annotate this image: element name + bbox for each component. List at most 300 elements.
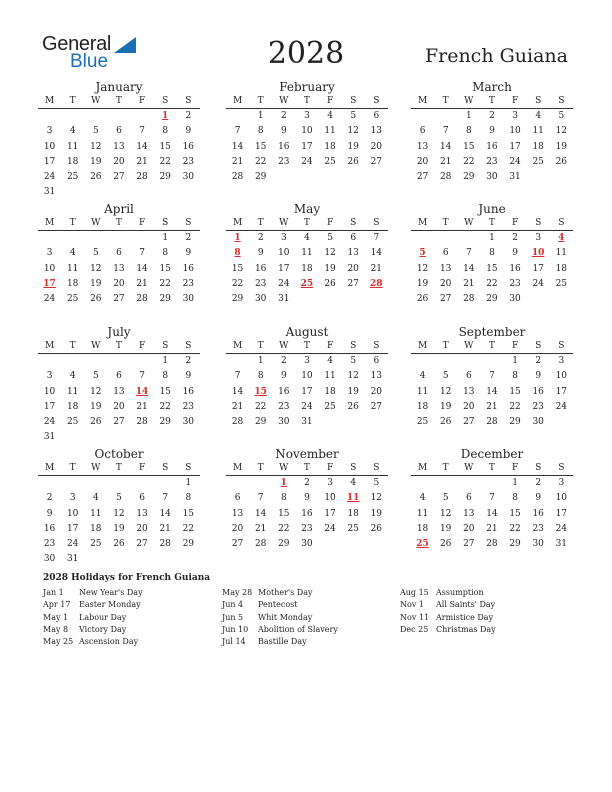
day-cell: 16: [532, 386, 544, 397]
day-cell: 11: [66, 141, 79, 152]
day-cell: 16: [532, 508, 544, 519]
day-cell: [131, 185, 154, 200]
weekday-label: F: [138, 218, 146, 228]
day-cell: 22: [254, 401, 267, 412]
holiday-name: Whit Monday: [258, 612, 313, 622]
weekday-header: [38, 95, 200, 109]
day-cell: 23: [43, 539, 56, 550]
day-cell: 16: [509, 263, 521, 274]
day-cell: 2: [535, 478, 542, 488]
day-cell: 28: [159, 539, 171, 550]
week-row: [38, 537, 200, 552]
weekday-label: S: [373, 96, 380, 106]
day-cell: [411, 354, 434, 369]
holiday-day-cell: 17: [43, 278, 56, 289]
day-cell: 21: [370, 263, 383, 274]
weekday-label: S: [185, 463, 192, 473]
holiday-item: [43, 587, 143, 599]
day-cell: 2: [512, 233, 518, 243]
day-cell: 19: [90, 278, 102, 289]
day-cell: 29: [159, 172, 171, 183]
week-row: [226, 491, 388, 506]
day-cell: [61, 430, 84, 445]
weekday-label: T: [442, 341, 449, 351]
day-cell: 13: [113, 386, 125, 397]
holiday-day-cell: 5: [419, 248, 426, 259]
day-cell: 2: [489, 111, 495, 121]
day-cell: 1: [185, 478, 192, 488]
day-cell: 6: [373, 356, 380, 366]
day-cell: 15: [463, 141, 475, 152]
day-cell: 10: [43, 141, 56, 152]
day-cell: 23: [278, 401, 290, 412]
weekday-label: T: [488, 341, 495, 351]
holiday-item: [400, 599, 496, 611]
day-cell: [342, 537, 365, 552]
week-row: [38, 507, 200, 522]
day-cell: 31: [555, 539, 568, 550]
weekday-label: T: [442, 96, 449, 106]
day-cell: 28: [439, 172, 452, 183]
day-cell: 27: [113, 417, 125, 428]
day-cell: 19: [347, 386, 359, 397]
day-cell: 13: [370, 126, 383, 137]
week-row: [411, 155, 573, 170]
day-cell: 3: [46, 126, 53, 137]
weekday-label: S: [162, 463, 169, 473]
day-cell: [84, 185, 107, 200]
weekday-label: T: [257, 341, 264, 351]
weekday-label: W: [91, 96, 101, 106]
day-cell: 21: [159, 523, 171, 534]
day-cell: 20: [231, 523, 244, 534]
day-cell: 16: [182, 141, 195, 152]
day-cell: 3: [558, 356, 565, 366]
day-cell: 10: [43, 386, 56, 397]
month-2: [411, 80, 573, 185]
day-cell: 22: [231, 278, 244, 289]
day-cell: 4: [69, 126, 76, 137]
day-cell: 18: [347, 508, 359, 519]
month-name: March: [472, 80, 512, 94]
month-1: [226, 80, 388, 185]
day-cell: 11: [532, 126, 544, 137]
week-row: [411, 109, 573, 124]
day-cell: 15: [182, 508, 195, 519]
week-row: [38, 491, 200, 506]
day-cell: 21: [486, 401, 498, 412]
day-cell: 13: [463, 386, 475, 397]
day-cell: 17: [278, 263, 290, 274]
holiday-day-cell: 15: [254, 386, 267, 397]
day-cell: 31: [509, 172, 521, 183]
day-cell: 23: [278, 156, 290, 167]
weekday-label: F: [511, 341, 519, 351]
day-cell: [457, 354, 480, 369]
weekday-label: S: [162, 96, 169, 106]
holiday-item: [400, 612, 496, 624]
day-cell: 11: [90, 508, 102, 519]
day-cell: 9: [185, 371, 192, 382]
day-cell: 24: [532, 278, 544, 289]
holiday-item: [43, 624, 143, 636]
week-row: [226, 537, 388, 552]
month-name: November: [275, 447, 339, 461]
weekday-label: F: [138, 96, 146, 106]
day-cell: 4: [92, 493, 99, 504]
week-row: [226, 400, 388, 415]
day-cell: 4: [304, 233, 310, 243]
day-cell: 24: [324, 523, 336, 534]
day-cell: 8: [280, 493, 287, 504]
day-cell: 26: [347, 156, 359, 167]
day-cell: 7: [139, 371, 145, 382]
month-name: June: [478, 202, 506, 216]
day-cell: 21: [136, 401, 148, 412]
week-row: [226, 155, 388, 170]
day-cell: 29: [254, 172, 267, 183]
weekday-label: S: [350, 96, 357, 106]
day-cell: 27: [113, 172, 125, 183]
weekday-label: F: [138, 341, 146, 351]
day-cell: 24: [301, 401, 313, 412]
day-cell: 23: [182, 156, 195, 167]
day-cell: [527, 170, 550, 185]
month-3: [38, 202, 200, 307]
weekday-label: T: [257, 463, 264, 473]
week-row: [411, 369, 573, 384]
day-cell: 11: [66, 263, 79, 274]
week-row: [411, 292, 573, 307]
week-row: [38, 354, 200, 369]
day-cell: 16: [43, 523, 56, 534]
day-cell: 5: [558, 111, 565, 121]
holiday-item: [400, 624, 496, 636]
weekday-label: T: [257, 96, 264, 106]
week-row: [38, 277, 200, 292]
day-cell: [107, 185, 130, 200]
day-cell: 15: [159, 141, 171, 152]
holiday-name: All Saints' Day: [436, 600, 496, 610]
day-cell: 26: [555, 156, 568, 167]
week-row: [411, 507, 573, 522]
day-cell: 26: [90, 417, 102, 428]
holiday-column: [43, 587, 143, 648]
day-cell: 7: [442, 126, 449, 137]
day-cell: 7: [373, 233, 380, 243]
weekday-label: T: [257, 218, 264, 228]
month-name: January: [95, 80, 143, 94]
day-cell: 3: [304, 356, 310, 366]
weekday-label: T: [303, 96, 310, 106]
day-cell: 25: [532, 156, 544, 167]
day-cell: 3: [280, 233, 287, 243]
weekday-label: T: [69, 96, 76, 106]
weekday-label: M: [44, 463, 55, 473]
holiday-item: [222, 587, 338, 599]
weekday-label: T: [488, 463, 495, 473]
day-cell: 5: [350, 356, 357, 366]
weekday-label: T: [303, 218, 310, 228]
day-cell: 22: [509, 401, 521, 412]
weekday-label: S: [185, 218, 192, 228]
weekday-label: S: [373, 341, 380, 351]
holiday-item: [222, 624, 338, 636]
day-cell: 14: [231, 141, 244, 152]
day-cell: 14: [439, 141, 452, 152]
day-cell: 18: [324, 386, 336, 397]
day-cell: [434, 109, 457, 124]
day-cell: 1: [257, 356, 264, 366]
holiday-day-cell: 1: [162, 111, 169, 121]
day-cell: 27: [113, 294, 125, 305]
day-cell: 12: [439, 386, 452, 397]
day-cell: 7: [489, 371, 495, 382]
day-cell: 24: [43, 172, 56, 183]
day-cell: 22: [278, 523, 290, 534]
week-row: [38, 430, 200, 445]
day-cell: 27: [439, 294, 452, 305]
day-cell: [434, 476, 457, 491]
day-cell: 13: [347, 248, 359, 259]
day-cell: 16: [182, 386, 195, 397]
day-cell: 3: [304, 111, 310, 121]
day-cell: 27: [463, 539, 475, 550]
day-cell: [550, 415, 573, 430]
day-cell: 21: [463, 278, 475, 289]
day-cell: 20: [416, 156, 429, 167]
holiday-name: Victory Day: [79, 624, 127, 634]
day-cell: 11: [66, 386, 79, 397]
day-cell: 4: [327, 356, 333, 366]
week-row: [38, 522, 200, 537]
day-cell: 6: [350, 233, 357, 243]
day-cell: 7: [465, 248, 472, 259]
day-cell: 25: [324, 156, 336, 167]
day-cell: 12: [416, 263, 429, 274]
week-row: [411, 537, 573, 552]
day-cell: 8: [489, 248, 495, 259]
weekday-label: M: [417, 218, 428, 228]
week-row: [411, 415, 573, 430]
day-cell: 6: [373, 111, 380, 121]
day-cell: [411, 231, 434, 246]
day-cell: 14: [486, 386, 498, 397]
day-cell: 28: [486, 539, 498, 550]
weekday-label: T: [69, 341, 76, 351]
day-cell: 5: [92, 126, 99, 137]
day-cell: 18: [416, 523, 429, 534]
day-cell: 29: [159, 294, 171, 305]
weekday-label: W: [279, 218, 289, 228]
week-row: [38, 369, 200, 384]
day-cell: 24: [66, 539, 79, 550]
day-cell: 22: [159, 401, 171, 412]
weekday-label: S: [558, 341, 565, 351]
logo-general-text: General: [42, 33, 112, 55]
month-name: December: [460, 447, 524, 461]
day-cell: 23: [182, 401, 195, 412]
day-cell: 9: [280, 126, 287, 137]
day-cell: 31: [43, 432, 56, 443]
day-cell: [154, 430, 177, 445]
day-cell: [295, 292, 318, 307]
holiday-name: Abolition of Slavery: [258, 624, 338, 634]
day-cell: 8: [512, 493, 518, 504]
weekday-label: S: [535, 218, 542, 228]
day-cell: [84, 109, 107, 124]
weekday-label: T: [115, 463, 122, 473]
day-cell: 5: [327, 233, 333, 243]
holiday-name: Armistice Day: [436, 612, 494, 622]
weekday-header: [226, 217, 388, 231]
day-cell: 2: [46, 493, 53, 504]
day-cell: 11: [324, 371, 336, 382]
holiday-date: Nov 11: [400, 612, 430, 622]
day-cell: 16: [278, 141, 290, 152]
day-cell: 8: [185, 493, 192, 504]
day-cell: 13: [439, 263, 452, 274]
day-cell: 28: [136, 417, 148, 428]
day-cell: [38, 476, 61, 491]
day-cell: 28: [231, 172, 244, 183]
day-cell: 20: [370, 141, 383, 152]
day-cell: 10: [509, 126, 521, 137]
holiday-name: New Year's Day: [79, 588, 143, 597]
weekday-label: S: [373, 463, 380, 473]
month-name: October: [94, 447, 144, 461]
day-cell: 13: [416, 141, 429, 152]
weekday-label: T: [69, 218, 76, 228]
day-cell: 19: [324, 263, 336, 274]
holiday-day-cell: 10: [531, 248, 545, 259]
day-cell: 6: [116, 126, 122, 137]
day-cell: 19: [370, 508, 383, 519]
weekday-label: F: [511, 218, 519, 228]
weekday-label: W: [279, 341, 289, 351]
day-cell: 3: [327, 478, 333, 488]
day-cell: 14: [486, 508, 498, 519]
day-cell: [319, 415, 342, 430]
day-cell: [107, 231, 130, 246]
holiday-day-cell: 8: [234, 248, 241, 259]
weekday-label: S: [558, 96, 565, 106]
day-cell: 13: [113, 263, 125, 274]
day-cell: [365, 170, 388, 185]
weekday-label: M: [232, 341, 243, 351]
day-cell: 15: [254, 141, 267, 152]
day-cell: 2: [280, 356, 287, 366]
day-cell: [61, 109, 84, 124]
weekday-label: F: [326, 96, 334, 106]
day-cell: 23: [532, 401, 544, 412]
day-cell: 30: [254, 294, 267, 305]
day-cell: 5: [116, 493, 122, 504]
day-cell: 2: [535, 356, 542, 366]
holiday-item: [43, 612, 143, 624]
day-cell: 5: [92, 371, 99, 382]
weekday-label: S: [535, 96, 542, 106]
holiday-list-title: 2028 Holidays for French Guiana: [43, 573, 211, 583]
day-cell: 18: [66, 401, 79, 412]
holiday-day-cell: 28: [370, 278, 383, 289]
week-row: [411, 354, 573, 369]
day-cell: 24: [43, 417, 56, 428]
day-cell: 11: [555, 248, 568, 259]
weekday-label: W: [91, 463, 101, 473]
holiday-name: Ascension Day: [79, 637, 139, 647]
month-11: [411, 447, 573, 552]
week-row: [38, 385, 200, 400]
day-cell: 17: [555, 386, 568, 397]
holiday-name: Assumption: [436, 588, 484, 597]
day-cell: 10: [66, 508, 79, 519]
holiday-date: Jul 14: [222, 637, 246, 647]
day-cell: 31: [66, 554, 79, 565]
day-cell: 24: [301, 156, 313, 167]
week-row: [226, 415, 388, 430]
day-cell: 7: [139, 126, 145, 137]
day-cell: 15: [231, 263, 244, 274]
day-cell: [480, 354, 503, 369]
weekday-label: F: [326, 463, 334, 473]
day-cell: 28: [136, 172, 148, 183]
weekday-label: T: [442, 463, 449, 473]
week-row: [411, 277, 573, 292]
day-cell: 19: [90, 156, 102, 167]
day-cell: [38, 231, 61, 246]
day-cell: 16: [182, 263, 195, 274]
week-row: [226, 170, 388, 185]
week-row: [38, 231, 200, 246]
day-cell: 27: [463, 417, 475, 428]
day-cell: 28: [231, 417, 244, 428]
holiday-item: [222, 599, 338, 611]
day-cell: [457, 476, 480, 491]
weekday-header: [38, 462, 200, 476]
day-cell: 1: [512, 478, 518, 488]
day-cell: 12: [555, 126, 568, 137]
day-cell: [550, 292, 573, 307]
day-cell: 19: [416, 278, 429, 289]
day-cell: 30: [532, 539, 544, 550]
day-cell: 24: [278, 278, 290, 289]
weekday-header: [411, 462, 573, 476]
holiday-day-cell: 14: [135, 386, 149, 397]
day-cell: 31: [43, 187, 56, 198]
day-cell: 18: [301, 263, 313, 274]
day-cell: 9: [185, 248, 192, 259]
weekday-label: M: [232, 96, 243, 106]
day-cell: 11: [416, 386, 429, 397]
week-row: [38, 170, 200, 185]
day-cell: 20: [113, 278, 125, 289]
day-cell: 26: [439, 539, 452, 550]
day-cell: 27: [231, 539, 244, 550]
day-cell: 5: [92, 248, 99, 259]
day-cell: [131, 476, 154, 491]
day-cell: 3: [69, 493, 76, 504]
day-cell: 29: [486, 294, 498, 305]
week-row: [411, 231, 573, 246]
week-row: [411, 385, 573, 400]
day-cell: 8: [257, 126, 264, 137]
day-cell: 6: [442, 248, 449, 259]
week-row: [38, 476, 200, 491]
holiday-date: Jan 1: [43, 588, 64, 597]
weekday-label: T: [115, 341, 122, 351]
day-cell: 6: [419, 126, 426, 137]
